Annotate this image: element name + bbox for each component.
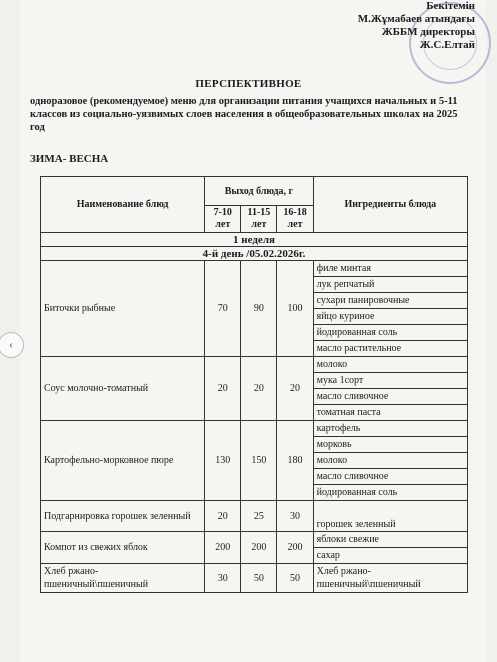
- ingredient: горошек зеленный: [313, 501, 467, 532]
- ingredient: молоко: [313, 357, 467, 373]
- table-row: [41, 564, 468, 593]
- table-row: [41, 357, 468, 373]
- yield-16-18: 180: [277, 421, 313, 501]
- approval-line-1: Бекітемін: [426, 0, 475, 12]
- ingredient: яйцо куриное: [313, 309, 467, 325]
- ingredient: лук репчатый: [313, 277, 467, 293]
- header-age-11-15: 11-15 лет: [241, 206, 277, 233]
- yield-7-10: 20: [205, 357, 241, 421]
- yield-7-10: 20: [205, 501, 241, 532]
- yield-16-18: 100: [277, 261, 313, 357]
- header-age-7-10: 7-10 лет: [205, 206, 241, 233]
- ingredient: масло растительное: [313, 341, 467, 357]
- approval-line-2: М.Жұмабаев атындағы: [357, 13, 475, 25]
- approval-block: [358, 0, 475, 52]
- ingredient: йодированная соль: [313, 325, 467, 341]
- yield-11-15: 20: [241, 357, 277, 421]
- ingredient: яблоки свежие: [313, 532, 467, 548]
- yield-11-15: 200: [241, 532, 277, 564]
- season-label: ЗИМА- ВЕСНА: [30, 153, 109, 165]
- yield-16-18: 200: [277, 532, 313, 564]
- yield-16-18: 50: [277, 564, 313, 593]
- ingredient: йодированная соль: [313, 485, 467, 501]
- yield-11-15: 50: [241, 564, 277, 593]
- header-age-16-18: 16-18 лет: [277, 206, 313, 233]
- table-row: [41, 532, 468, 548]
- yield-16-18: 30: [277, 501, 313, 532]
- ingredient: масло сливочное: [313, 469, 467, 485]
- table-row: [41, 501, 468, 532]
- yield-7-10: 30: [205, 564, 241, 593]
- dish-name: Подгарнировка горошек зеленный: [41, 501, 205, 532]
- ingredient: картофель: [313, 421, 467, 437]
- table-row: [41, 421, 468, 437]
- approval-line-4: Ж.С.Елтай: [419, 39, 475, 51]
- dish-name: Биточки рыбные: [41, 261, 205, 357]
- ingredient: Хлеб ржано-пшеничный\пшеничный: [313, 564, 467, 593]
- yield-7-10: 130: [205, 421, 241, 501]
- carousel-prev-icon[interactable]: ‹: [0, 332, 24, 358]
- ingredient: морковь: [313, 437, 467, 453]
- ingredient: филе минтая: [313, 261, 467, 277]
- dish-name: Картофельно-морковное пюре: [41, 421, 205, 501]
- yield-11-15: 90: [241, 261, 277, 357]
- ingredient: молоко: [313, 453, 467, 469]
- yield-7-10: 200: [205, 532, 241, 564]
- header-dish-name: Наименование блюд: [41, 177, 205, 233]
- document-title: ПЕРСПЕКТИВНОЕ: [195, 78, 302, 90]
- table-row: [41, 261, 468, 277]
- ingredient: масло сливочное: [313, 389, 467, 405]
- dish-name: Компот из свежих яблок: [41, 532, 205, 564]
- yield-11-15: 150: [241, 421, 277, 501]
- approval-line-3: ЖББМ директоры: [381, 26, 475, 38]
- yield-11-15: 25: [241, 501, 277, 532]
- dish-name: Хлеб ржано-пшеничный\пшеничный: [41, 564, 205, 593]
- day-row: 4-й день /05.02.2026г.: [41, 247, 468, 261]
- dish-name: Соус молочно-томатный: [41, 357, 205, 421]
- yield-7-10: 70: [205, 261, 241, 357]
- ingredient: сахар: [313, 548, 467, 564]
- ingredient: мука 1сорт: [313, 373, 467, 389]
- yield-16-18: 20: [277, 357, 313, 421]
- header-ingredients: Ингредиенты блюда: [313, 177, 467, 233]
- menu-table: [40, 176, 468, 593]
- header-yield: Выход блюда, г: [205, 177, 313, 206]
- week-row: 1 неделя: [41, 233, 468, 247]
- ingredient: сухари панировочные: [313, 293, 467, 309]
- ingredient: томатная паста: [313, 405, 467, 421]
- document-subtitle: одноразовое (рекомендуемое) меню для организации питания учащихся начальных и 5-11 классов из социально-уязвимых слоев населения в общеобразовательных школах на 2025 год: [30, 96, 458, 133]
